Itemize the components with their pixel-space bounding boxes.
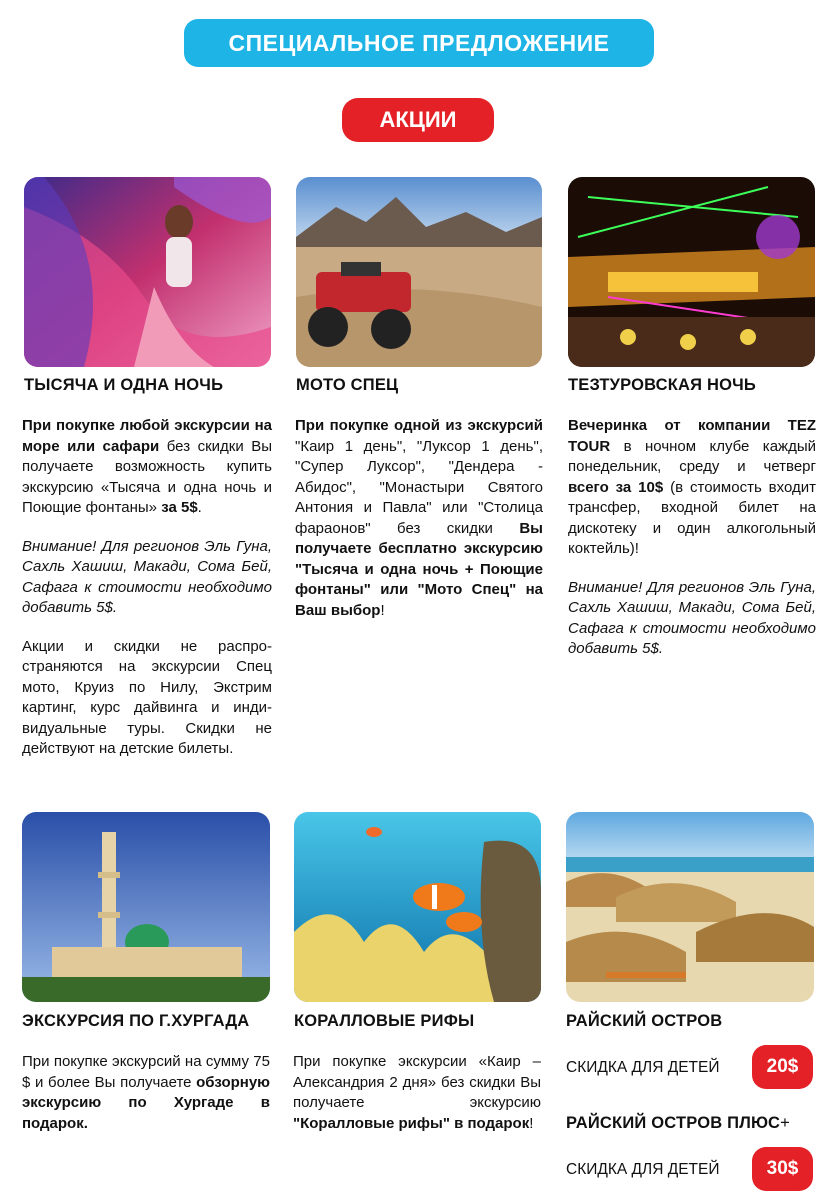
card-title-coral-reefs: КОРАЛЛОВЫЕ РИФЫ bbox=[294, 1012, 475, 1030]
card-title-1001-nights: ТЫСЯЧА И ОДНА НОЧЬ bbox=[24, 376, 224, 394]
offer-paragraph bbox=[22, 1052, 270, 1134]
card-text-coral-reefs bbox=[293, 1052, 541, 1152]
coral-reef-photo bbox=[294, 812, 541, 1002]
paradise-island-beach-photo bbox=[566, 812, 814, 1002]
card-title-hurghada-tour: ЭКСКУРСИЯ ПО Г.ХУРГАДА bbox=[22, 1012, 250, 1030]
card-title-paradise-island-plus bbox=[566, 1114, 790, 1133]
offer-text-end: . bbox=[197, 499, 202, 516]
regions-note: Внимание! Для регионов Эль Гуна, Сахль Хашиш, Макади, Сома Бей, Сафага к стоимости необходимо добавить 5$. bbox=[22, 537, 272, 616]
card-text-tez-night bbox=[568, 416, 816, 678]
offer-highlight: При покупке одной из экскурсий bbox=[295, 417, 543, 434]
nightclub-photo bbox=[568, 177, 815, 367]
offer-paragraph bbox=[295, 416, 543, 621]
offer-highlight: При покупке любой экскурсии на море или сафари bbox=[22, 417, 272, 455]
card-text-1001-nights bbox=[22, 416, 272, 778]
regions-note: Внимание! Для регионов Эль Гуна, Сахль Хашиш, Макади, Сома Бей, Сафага к стоимости необходимо добавить 5$. bbox=[568, 578, 816, 657]
exclusions-note: Акции и скидки не распространяются на экскурсии Спец мото, Круиз по Нилу, Экстрим картинг, курс дайвинга и индивидуальные туры. Скидки не действуют на детские билеты. bbox=[22, 637, 272, 757]
kids-discount-label-plus: СКИДКА ДЛЯ ДЕТЕЙ bbox=[566, 1161, 720, 1178]
promotions-badge: АКЦИИ bbox=[342, 98, 494, 142]
card-title-tez-night: ТЕЗТУРОВСКАЯ НОЧЬ bbox=[568, 376, 756, 394]
kids-discount-label: СКИДКА ДЛЯ ДЕТЕЙ bbox=[566, 1059, 720, 1076]
title-suffix: + bbox=[780, 1114, 790, 1132]
offer-highlight: Вечеринка от компании TEZ TOUR bbox=[568, 417, 816, 455]
offer-bonus: Вы получаете бесплатно экскурсию "Тысяча и одна ночь + Поющие фонтаны" или "Мото Спец" на Ваш выбор bbox=[295, 519, 543, 619]
kids-price-badge-plus: 30$ bbox=[752, 1147, 813, 1191]
offer-paragraph bbox=[293, 1052, 541, 1134]
offer-price: за 5$ bbox=[161, 499, 198, 516]
offer-paragraph bbox=[568, 416, 816, 560]
special-offer-banner: СПЕЦИАЛЬНОЕ ПРЕДЛОЖЕНИЕ bbox=[184, 19, 654, 67]
card-text-moto-spec bbox=[295, 416, 543, 639]
offer-text-end: ! bbox=[529, 1114, 534, 1132]
hurghada-mosque-photo bbox=[22, 812, 270, 1002]
card-text-hurghada-tour bbox=[22, 1052, 270, 1152]
title-text: РАЙСКИЙ ОСТРОВ ПЛЮС bbox=[566, 1114, 781, 1132]
offer-text: При покупке экскурсий на сумму 75 $ и более Вы получаете bbox=[22, 1053, 270, 1091]
offer-text: в ночном клубе каждый понедельник, среду и четверг bbox=[568, 437, 816, 475]
quad-bike-desert-photo bbox=[296, 177, 542, 367]
offer-highlight: обзорную экскурсию по Хургаде в подарок. bbox=[22, 1073, 270, 1132]
offer-paragraph bbox=[22, 416, 272, 519]
offer-text-end: ! bbox=[380, 601, 385, 619]
offer-text-end: (в стоимость входит трансфер, входной билет на дискотеку и один алкогольный коктейль)! bbox=[568, 478, 816, 557]
offer-price: всего за 10$ bbox=[568, 478, 664, 496]
offer-text: без скидки Вы получаете возможность купить экскурсию «Тысяча и одна ночь и Поющие фонтаны» bbox=[22, 437, 272, 516]
offer-text: При покупке экскурсии «Каир – Александрия 2 дня» без скидки Вы получаете экскурсию bbox=[293, 1053, 541, 1111]
offer-text: "Каир 1 день", "Луксор 1 день", "Супер Луксор", "Дендера - Абидос", "Монастыри Святого Антония и Павла" или "Столица фараонов" без скидки bbox=[295, 437, 543, 537]
offer-highlight: "Коралловые рифы" в подарок bbox=[293, 1114, 530, 1132]
card-title-paradise-island: РАЙСКИЙ ОСТРОВ bbox=[566, 1012, 723, 1030]
kids-price-badge: 20$ bbox=[752, 1045, 813, 1089]
card-title-moto-spec: МОТО СПЕЦ bbox=[296, 376, 399, 394]
dancer-photo bbox=[24, 177, 271, 367]
